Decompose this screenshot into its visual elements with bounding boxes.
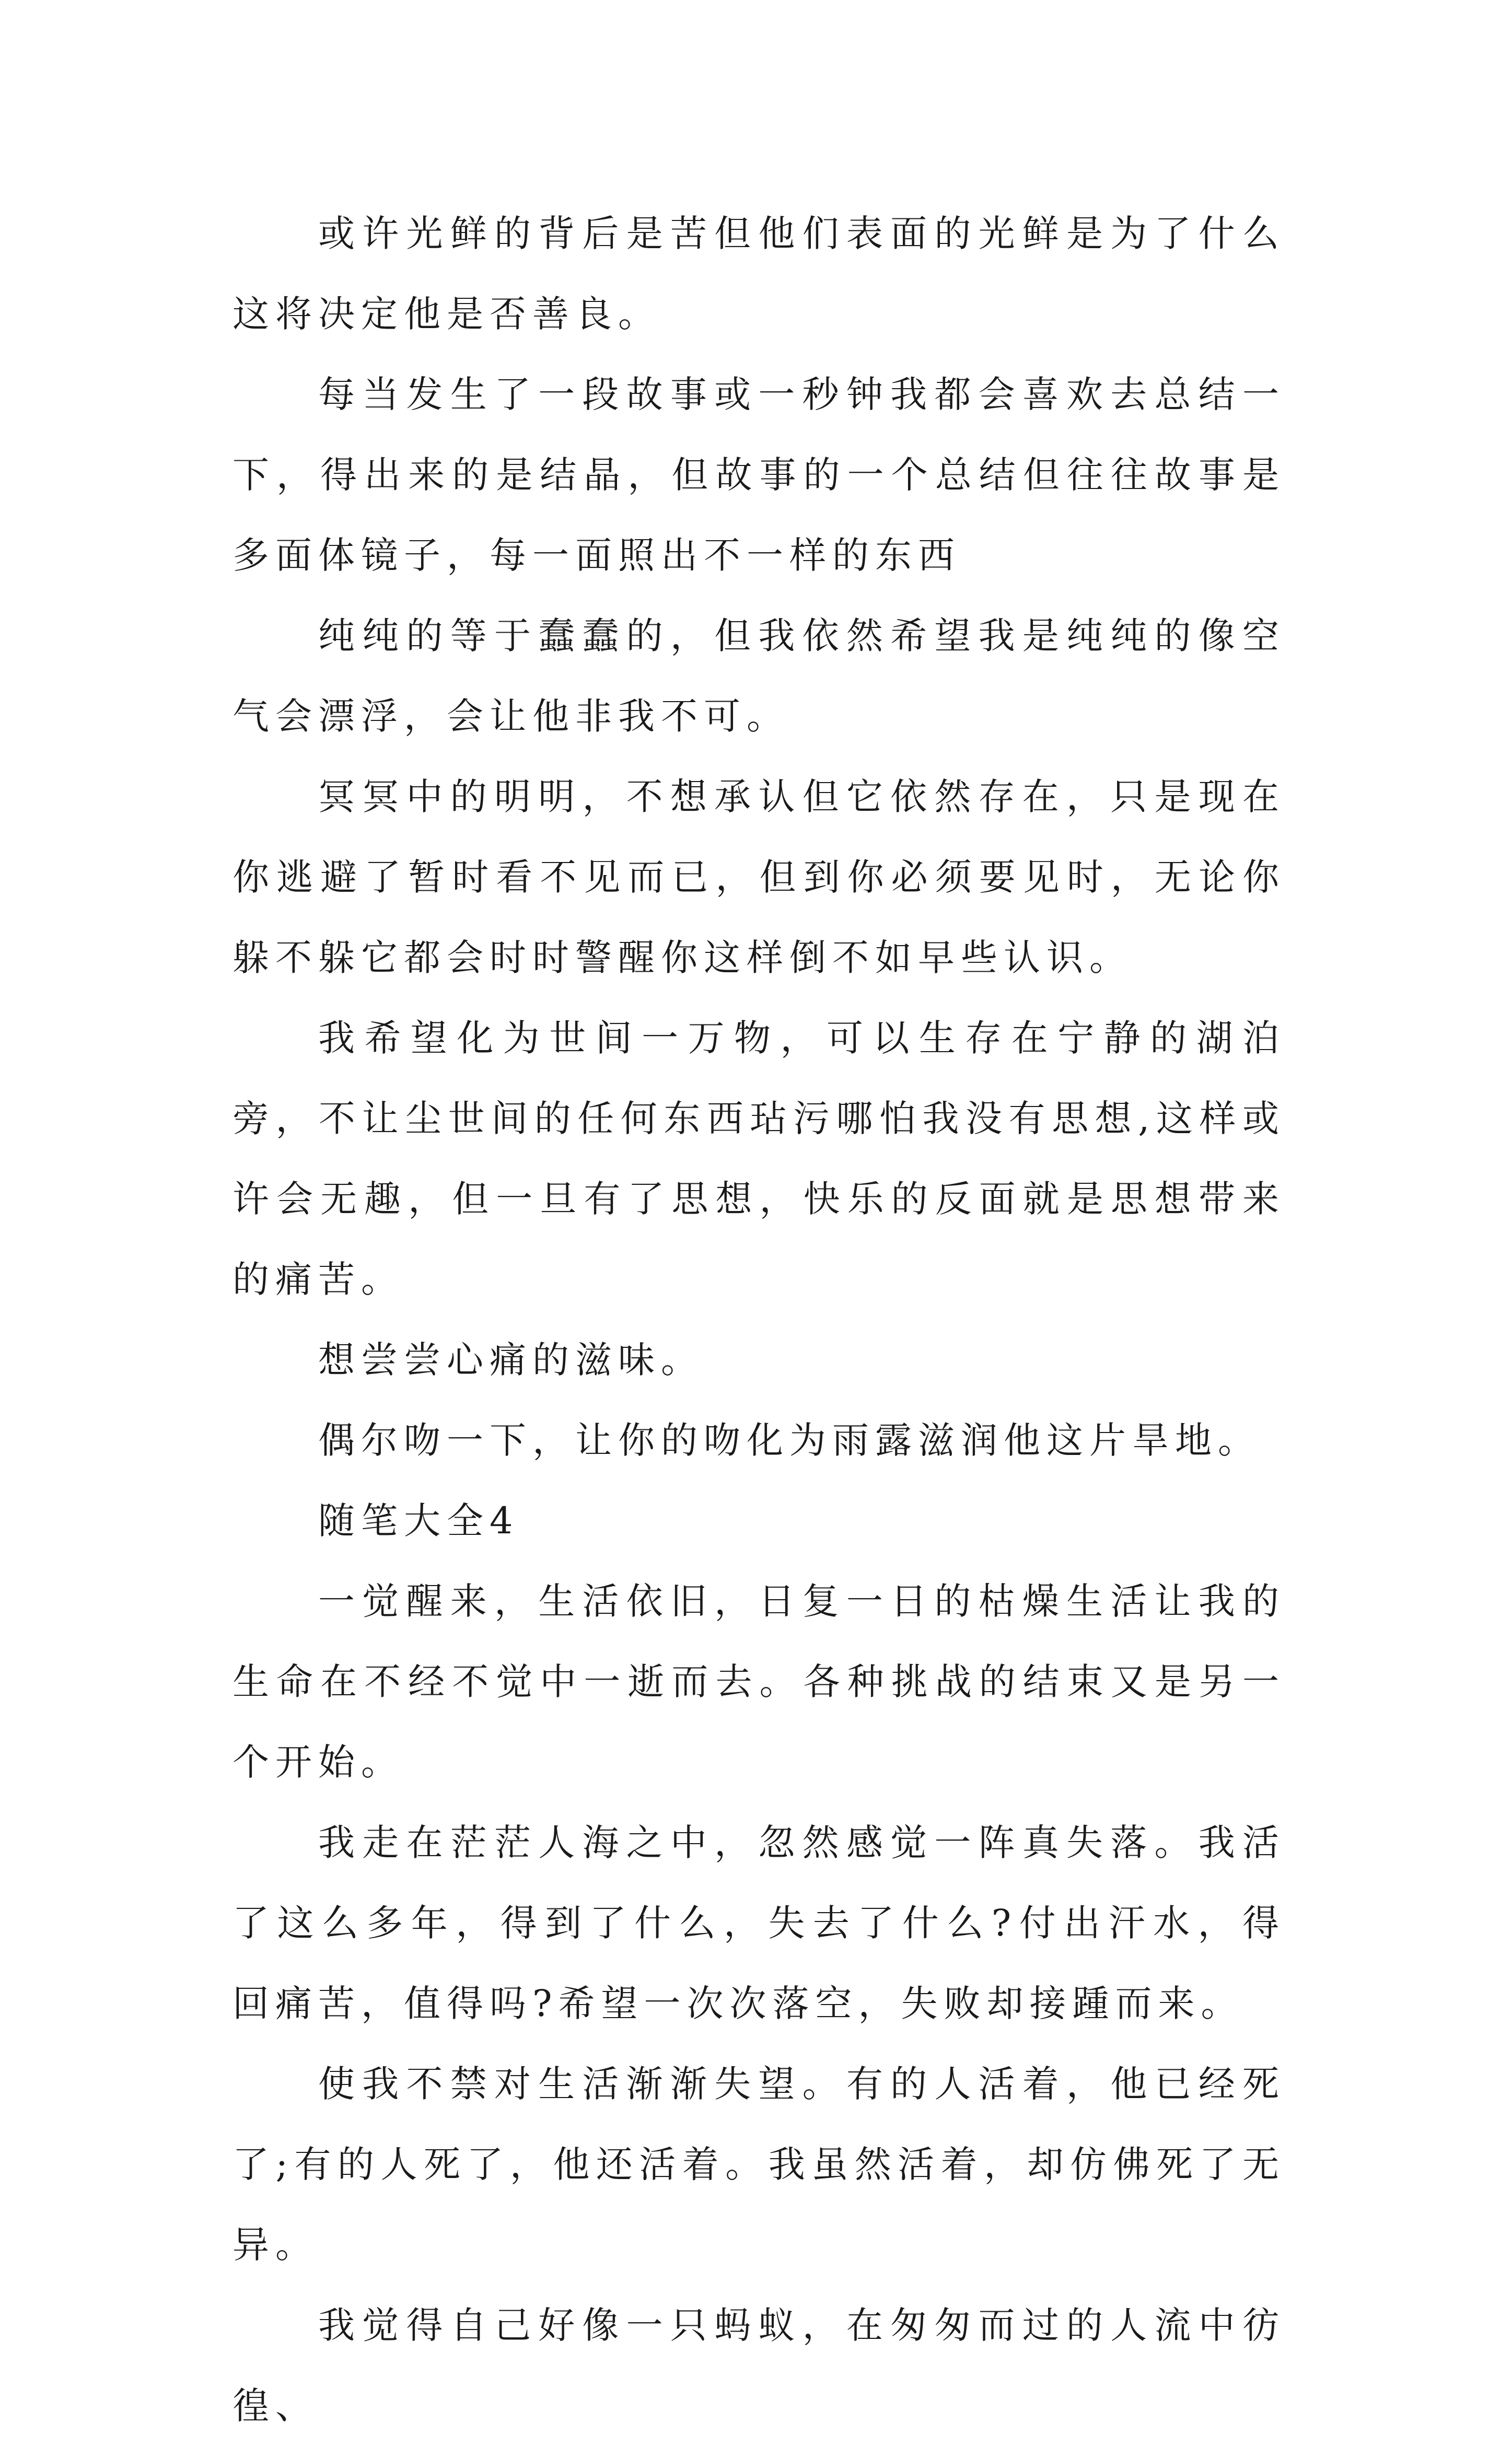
paragraph: 一觉醒来，生活依旧，日复一日的枯燥生活让我的生命在不经不觉中一逝而去。各种挑战的结束又是另一个开始。 bbox=[232, 1580, 1285, 1784]
paragraph: 偶尔吻一下，让你的吻化为雨露滋润他这片旱地。 bbox=[318, 1419, 1261, 1462]
paragraph: 我觉得自己好像一只蚂蚁，在匆匆而过的人流中彷徨、 bbox=[232, 2304, 1285, 2427]
paragraph: 每当发生了一段故事或一秒钟我都会喜欢去总结一下，得出来的是结晶，但故事的一个总结但往往故事是多面体镜子，每一面照出不一样的东西 bbox=[232, 373, 1285, 577]
paragraph: 或许光鲜的背后是苦但他们表面的光鲜是为了什么这将决定他是否善良。 bbox=[232, 212, 1285, 335]
paragraph: 冥冥中的明明，不想承认但它依然存在，只是现在你逃避了暂时看不见而已，但到你必须要见时，无论你躲不躲它都会时时警醒你这样倒不如早些认识。 bbox=[232, 775, 1285, 979]
paragraph: 纯纯的等于蠢蠢的，但我依然希望我是纯纯的像空气会漂浮，会让他非我不可。 bbox=[232, 614, 1285, 738]
paragraph: 我走在茫茫人海之中，忽然感觉一阵真失落。我活了这么多年，得到了什么，失去了什么?付出汗水，得回痛苦，值得吗?希望一次次落空，失败却接踵而来。 bbox=[232, 1821, 1285, 2025]
paragraph: 使我不禁对生活渐渐失望。有的人活着，他已经死了;有的人死了，他还活着。我虽然活着，却仿佛死了无异。 bbox=[232, 2063, 1285, 2266]
paragraph: 我希望化为世间一万物，可以生存在宁静的湖泊旁，不让尘世间的任何东西玷污哪怕我没有思想,这样或许会无趣，但一旦有了思想，快乐的反面就是思想带来的痛苦。 bbox=[232, 1017, 1285, 1301]
paragraph: 想尝尝心痛的滋味。 bbox=[318, 1338, 704, 1381]
document-body bbox=[232, 193, 1285, 2446]
section-heading: 随笔大全4 bbox=[318, 1499, 519, 1542]
